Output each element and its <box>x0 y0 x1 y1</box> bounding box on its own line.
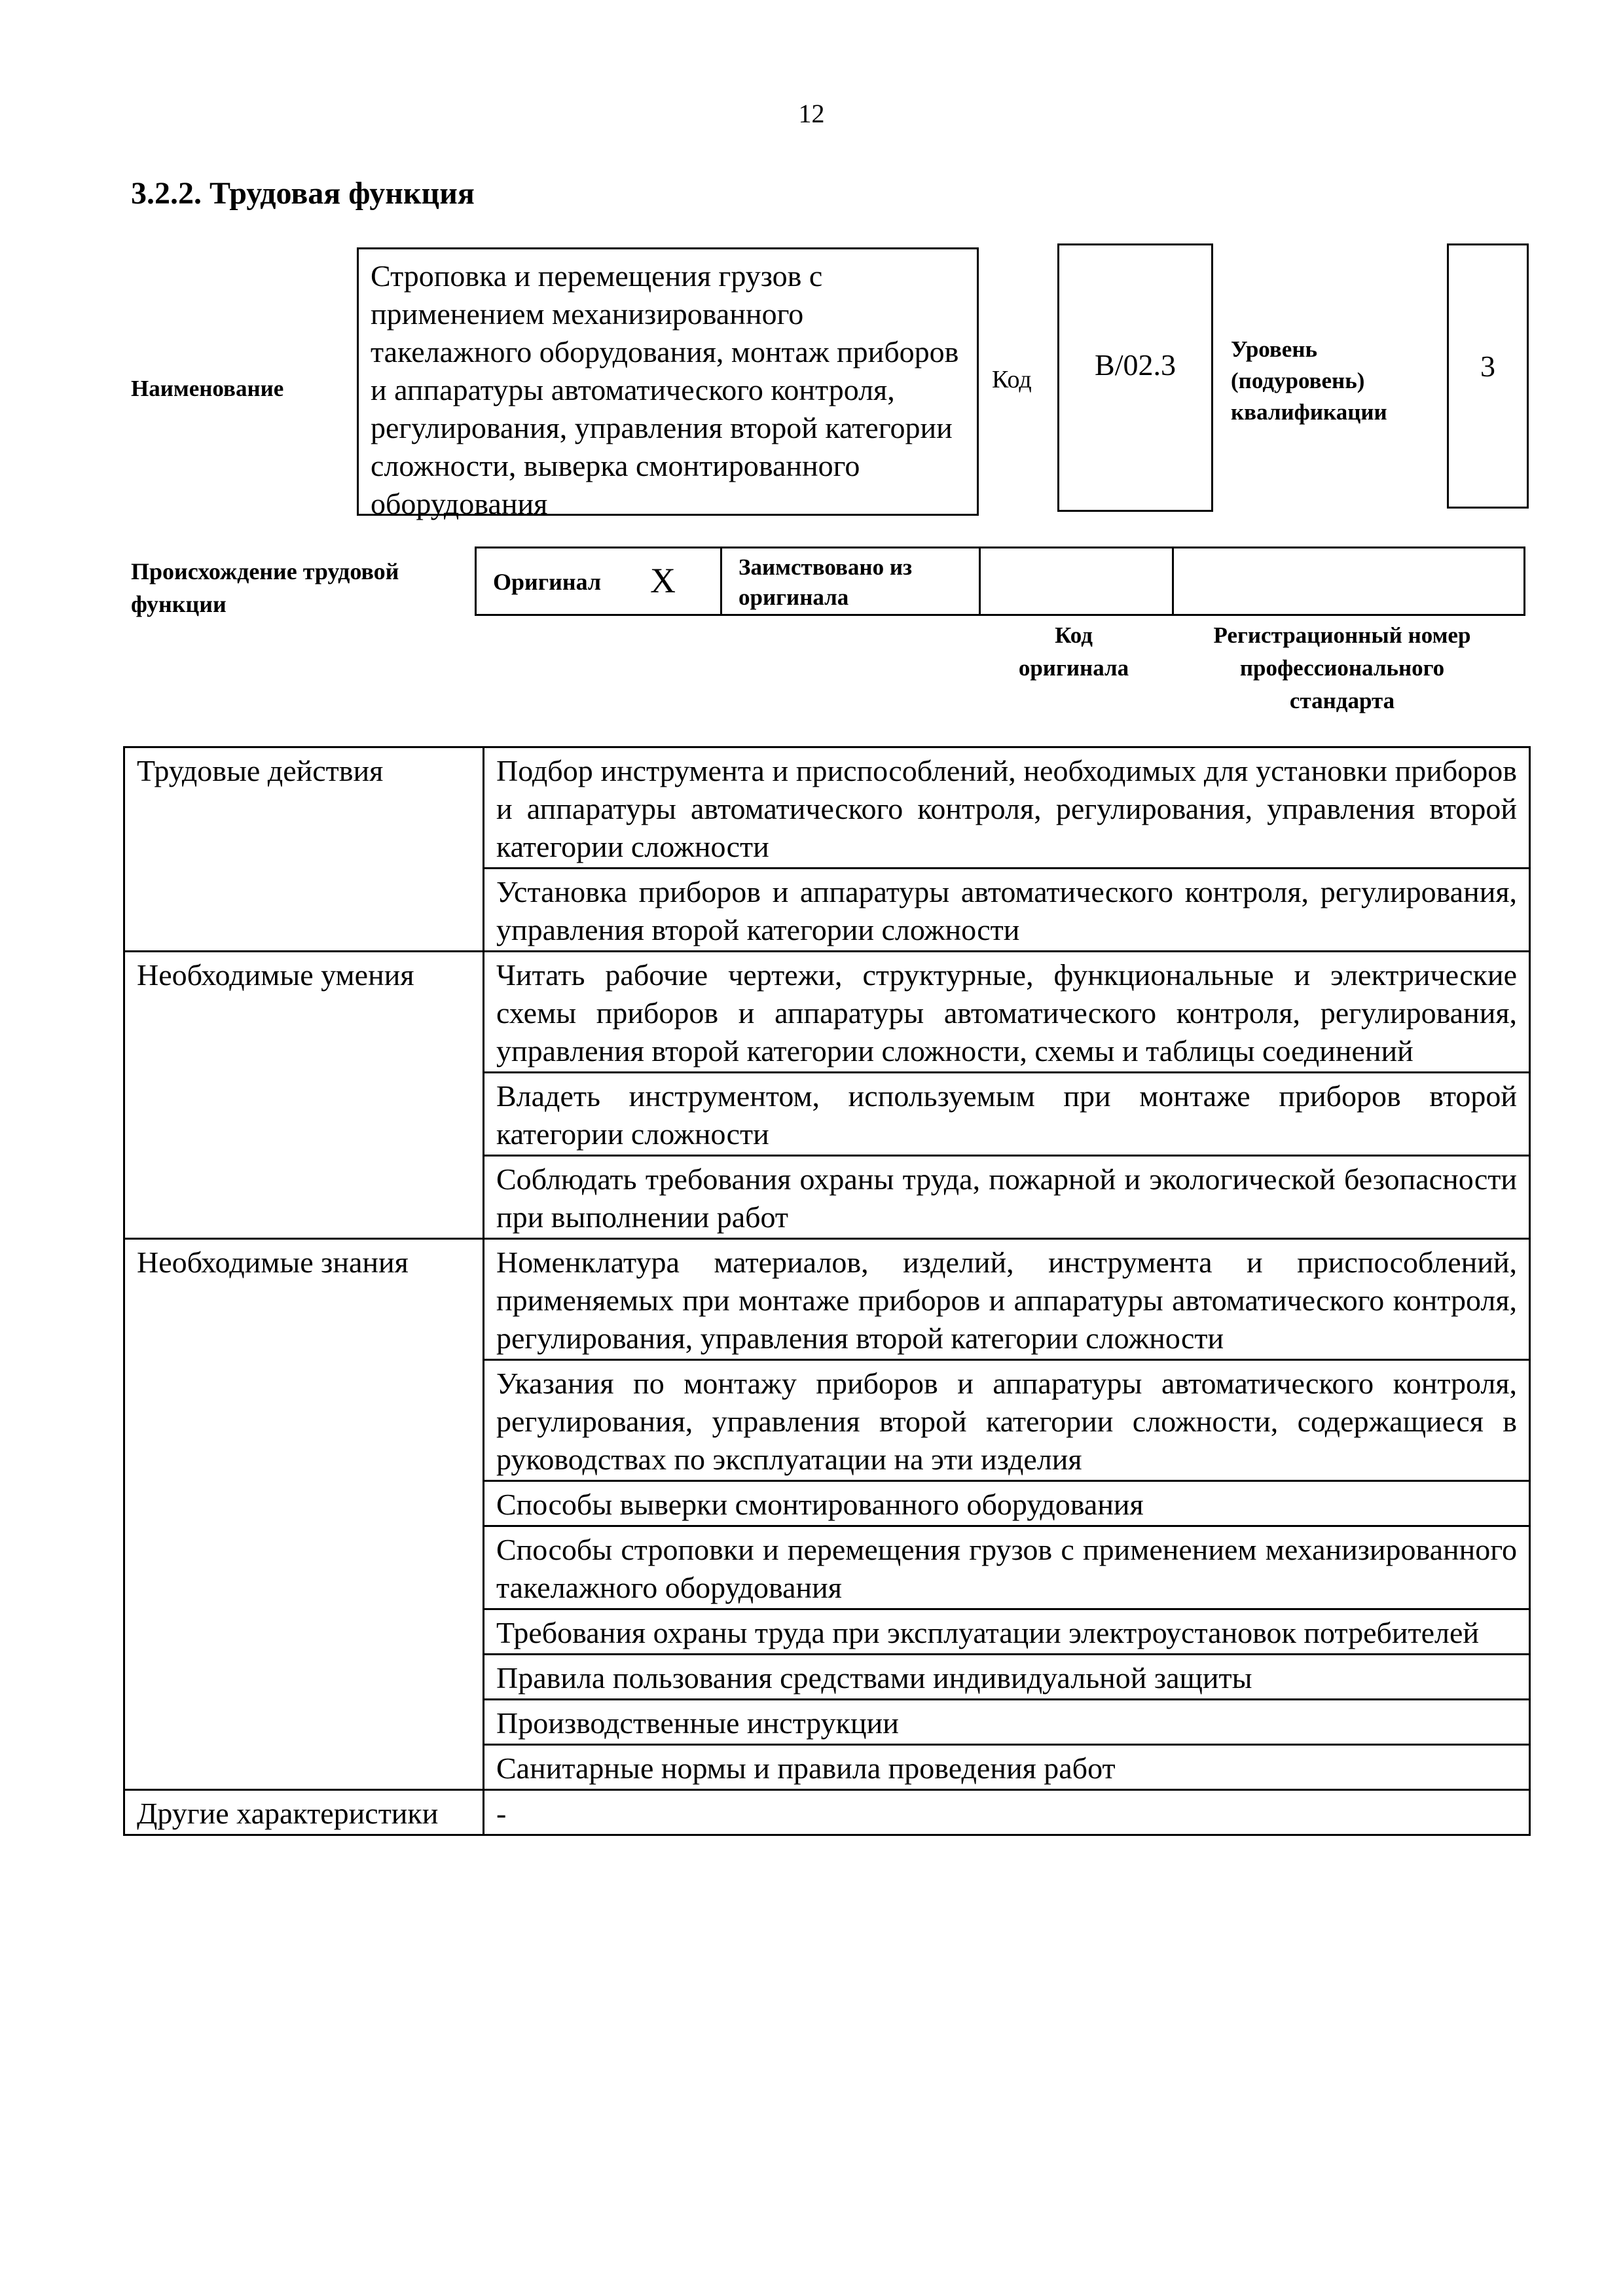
table-row <box>124 952 1530 1073</box>
section-title: 3.2.2. Трудовая функция <box>131 176 475 211</box>
origin-reg-cell <box>1174 548 1523 614</box>
table-cell: Владеть инструментом, используемым при монтаже приборов второй категории сложности <box>484 1073 1530 1156</box>
page-number: 12 <box>798 99 825 128</box>
level-box <box>1447 243 1529 509</box>
table-cell: Правила пользования средствами индивидуальной защиты <box>484 1655 1530 1700</box>
table-cell: Способы строповки и перемещения грузов с применением механизированного такелажного оборудования <box>484 1526 1530 1609</box>
code-caption: Код оригинала <box>1018 622 1129 681</box>
origin-code-cell <box>981 548 1174 614</box>
table-cell: Читать рабочие чертежи, структурные, функциональные и электрические схемы приборов и аппаратуры автоматического контроля, регулирования, управления второй категории сложности, схемы и таблицы соединений <box>484 952 1530 1073</box>
table-row <box>124 1790 1530 1835</box>
name-label: Наименование <box>131 376 284 401</box>
origin-row <box>475 547 1525 616</box>
table-cell: Соблюдать требования охраны труда, пожарной и экологической безопасности при выполнении работ <box>484 1156 1530 1239</box>
function-name-box: Строповка и перемещения грузов с применением механизированного такелажного оборудования, монтаж приборов и аппаратуры автоматического контроля, регулирования, управления второй категории сложности, выверка смонтированного оборудования <box>357 247 979 516</box>
function-table <box>123 746 1531 1836</box>
original-mark: X <box>650 561 676 600</box>
table-cell: Санитарные нормы и правила проведения работ <box>484 1745 1530 1790</box>
table-cell: Способы выверки смонтированного оборудования <box>484 1481 1530 1526</box>
table-cell: - <box>484 1790 1530 1835</box>
reg-caption: Регистрационный номер профессионального стандарта <box>1213 622 1471 713</box>
table-row <box>124 747 1530 869</box>
table-row <box>124 1239 1530 1360</box>
level-label: Уровень (подуровень) квалификации <box>1231 336 1387 425</box>
table-cell: Указания по монтажу приборов и аппаратуры автоматического контроля, регулирования, управления второй категории сложности, содержащиеся в руководствах по эксплуатации на эти изделия <box>484 1360 1530 1481</box>
code-box <box>1057 243 1213 512</box>
other-head: Другие характеристики <box>124 1790 484 1835</box>
table-cell: Требования охраны труда при эксплуатации электроустановок потребителей <box>484 1609 1530 1655</box>
skills-head: Необходимые умения <box>124 952 484 1239</box>
borrowed-label: Заимствовано из оригинала <box>739 554 913 610</box>
origin-label: Происхождение трудовой функции <box>131 558 399 617</box>
knowledge-head: Необходимые знания <box>124 1239 484 1790</box>
origin-borrowed-cell <box>722 548 981 614</box>
table-cell: Подбор инструмента и приспособлений, необходимых для установки приборов и аппаратуры автоматического контроля, регулирования, управления второй категории сложности <box>484 747 1530 869</box>
code-value: В/02.3 <box>1095 348 1176 382</box>
labor-actions-head: Трудовые действия <box>124 747 484 952</box>
table-cell: Номенклатура материалов, изделий, инструмента и приспособлений, применяемых при монтаже приборов и аппаратуры автоматического контроля, регулирования, управления второй категории сложности <box>484 1239 1530 1360</box>
level-value: 3 <box>1480 350 1495 383</box>
table-cell: Производственные инструкции <box>484 1700 1530 1745</box>
original-label: Оригинал <box>493 569 602 595</box>
code-label: Код <box>992 366 1032 393</box>
table-cell: Установка приборов и аппаратуры автоматического контроля, регулирования, управления второй категории сложности <box>484 869 1530 952</box>
origin-original-cell <box>477 548 722 614</box>
